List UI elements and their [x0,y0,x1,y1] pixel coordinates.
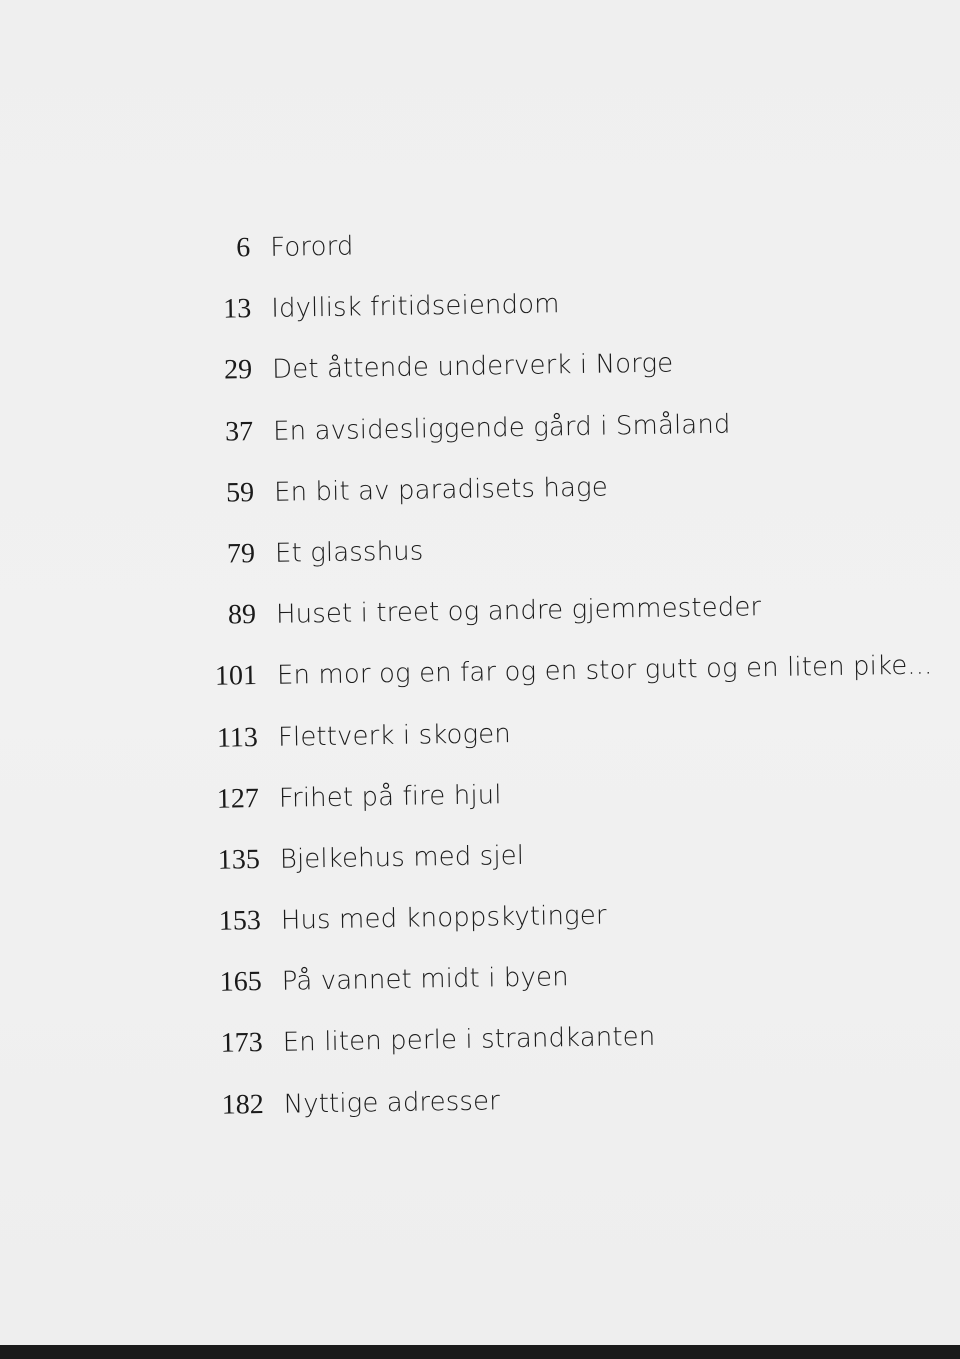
toc-title: Huset i treet og andre gjemmesteder [275,592,762,630]
toc-page-number: 29 [223,354,253,386]
toc-title: Flettverk i skogen [277,718,512,753]
toc-title: Nyttige adresser [283,1085,501,1120]
toc-page-number: 173 [220,1027,263,1060]
toc-page-number: 89 [227,599,257,631]
toc-title: Det åttende underverk i Norge [271,348,674,386]
toc-entry [203,711,944,784]
toc-page-number: 182 [221,1088,264,1121]
toc-title: Hus med knoppskytinger [280,900,607,936]
toc-entry [206,894,947,967]
toc-title: En mor og en far og en stor gutt og en liten pike... [276,650,933,692]
toc-page-number: 37 [224,415,254,448]
toc-title: En avsidesliggende gård i Småland [272,409,731,447]
toc-entry [199,466,940,539]
toc-entry [208,1078,949,1151]
toc-page-number: 101 [214,660,258,693]
toc-entry [196,283,937,356]
toc-page-number: 13 [222,293,252,325]
toc-title: Idyllisk fritidseiendom [270,289,560,324]
toc-page-number: 153 [218,905,262,937]
toc-title: Et glasshus [274,536,424,569]
toc-entry [200,527,941,600]
toc-entry [205,833,946,906]
toc-title: Forord [270,231,354,263]
toc-page-number: 59 [225,476,255,509]
toc-entry [204,772,945,845]
toc-entry [195,221,936,294]
toc-title: Frihet på fire hjul [278,779,502,814]
toc-entry [207,1017,948,1090]
toc-page-number: 6 [235,232,251,264]
toc-entry [202,650,943,723]
toc-title: En bit av paradisets hage [273,472,609,508]
toc-page-number: 127 [216,782,260,815]
toc-page-number: 79 [226,538,256,570]
toc-page-number: 165 [219,966,263,998]
toc-entry [201,588,942,661]
toc-entry [207,956,948,1029]
toc-title: Bjelkehus med sjel [279,840,525,875]
toc-page-number: 113 [216,721,259,754]
toc-page-number: 135 [217,843,261,876]
page-bottom-edge [0,1345,960,1359]
toc-title: En liten perle i strandkanten [282,1022,656,1059]
table-of-contents [195,221,949,1150]
toc-entry [197,344,938,417]
toc-entry [198,405,939,478]
toc-title: På vannet midt i byen [281,962,569,997]
